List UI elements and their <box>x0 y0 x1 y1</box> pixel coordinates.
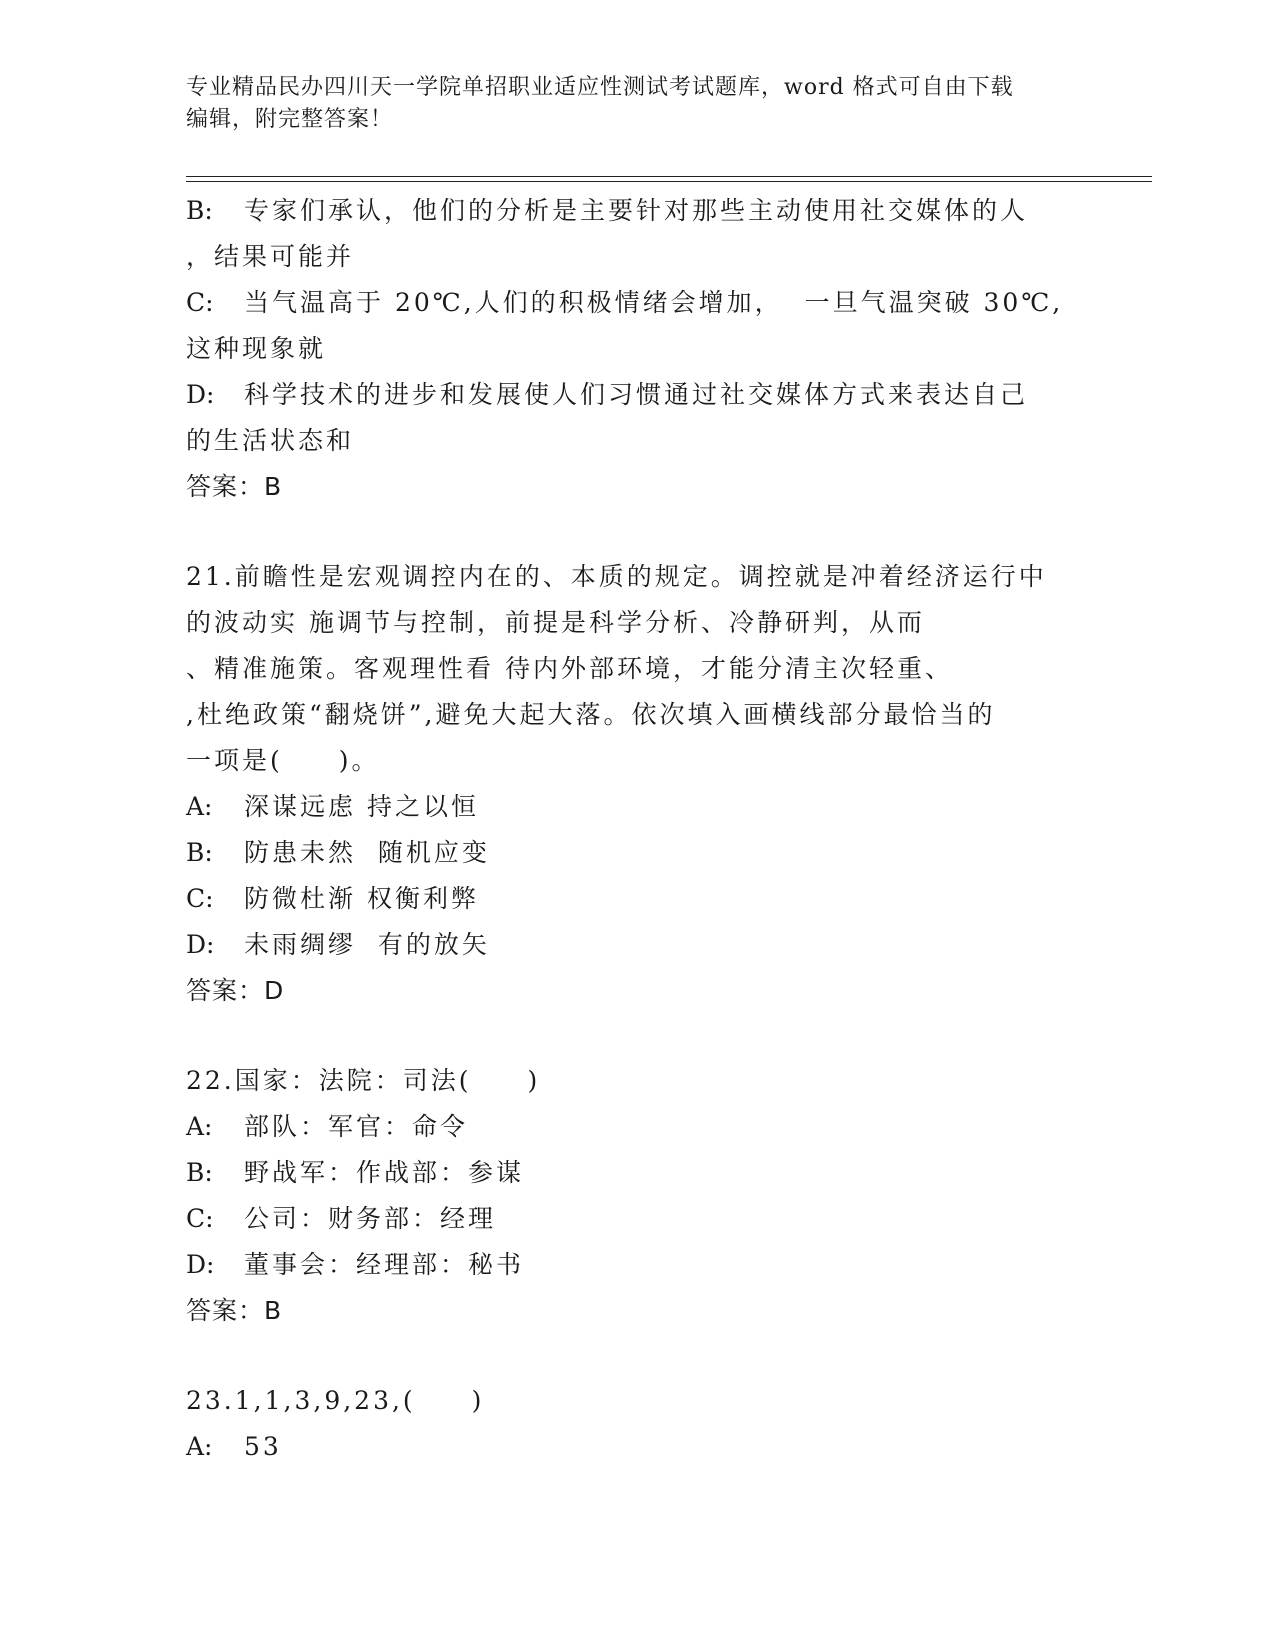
answer-label: 答案：D <box>186 976 285 1005</box>
option-label: A: <box>186 1112 213 1141</box>
question-22-block <box>186 1058 1086 1334</box>
option-text: 部队：军官：命令 <box>244 1112 469 1141</box>
option-label: B: <box>186 1158 213 1187</box>
answer-label: 答案：B <box>186 1296 283 1325</box>
option-b <box>186 188 1086 234</box>
option-label: C: <box>186 884 214 913</box>
option-a <box>186 784 1086 830</box>
question-20-block <box>186 188 1086 510</box>
option-text: 深谋远虑 持之以恒 <box>244 792 479 821</box>
spacer <box>186 1334 1086 1378</box>
option-label: C: <box>186 1204 214 1233</box>
question-23-block <box>186 1378 1086 1470</box>
option-a <box>186 1424 1086 1470</box>
option-c <box>186 876 1086 922</box>
option-text: 53 <box>244 1432 282 1461</box>
question-21-block <box>186 554 1086 1014</box>
option-d <box>186 922 1086 968</box>
option-d <box>186 1242 1086 1288</box>
option-label: B: <box>186 838 213 867</box>
question-stem-line: ,杜绝政策“翻烧饼”,避免大起大落。依次填入画横线部分最恰当的 <box>186 700 996 729</box>
option-a <box>186 1104 1086 1150</box>
option-text: 防微杜渐 权衡利弊 <box>244 884 479 913</box>
option-text: 防患未然 随机应变 <box>244 838 490 867</box>
option-label: A: <box>186 1432 213 1461</box>
option-text: 公司：财务部：经理 <box>244 1204 497 1233</box>
header-divider-top <box>186 176 1152 177</box>
option-text: 当气温高于 20℃,人们的积极情绪会增加， 一旦气温突破 30℃, <box>244 288 1064 317</box>
option-c <box>186 1196 1086 1242</box>
option-label: D: <box>186 1250 215 1279</box>
header-line-2: 编辑，附完整答案！ <box>186 107 394 132</box>
option-continuation: 这种现象就 <box>186 334 327 363</box>
spacer <box>186 510 1086 554</box>
option-text: 董事会：经理部：秘书 <box>244 1250 525 1279</box>
question-stem-line: 一项是( )。 <box>186 746 380 775</box>
option-label: D: <box>186 930 215 959</box>
question-content <box>186 188 1086 1470</box>
question-stem: 23.1,1,3,9,23,( ) <box>186 1386 485 1415</box>
question-stem-line: 的波动实 施调节与控制，前提是科学分析、冷静研判，从而 <box>186 608 925 637</box>
page-header <box>186 72 1086 136</box>
question-stem-line: 、精准施策。客观理性看 待内外部环境，才能分清主次轻重、 <box>186 654 953 683</box>
option-label: D: <box>186 380 215 409</box>
option-text: 野战军：作战部：参谋 <box>244 1158 525 1187</box>
header-line-1: 专业精品民办四川天一学院单招职业适应性测试考试题库，word 格式可自由下载 <box>186 75 1014 100</box>
option-b <box>186 830 1086 876</box>
option-c <box>186 280 1086 326</box>
option-text: 科学技术的进步和发展使人们习惯通过社交媒体方式来表达自己 <box>244 380 1029 409</box>
header-divider-bottom <box>186 181 1152 182</box>
option-label: B: <box>186 196 213 225</box>
option-text: 专家们承认，他们的分析是主要针对那些主动使用社交媒体的人 <box>244 196 1029 225</box>
option-b <box>186 1150 1086 1196</box>
option-text: 未雨绸缪 有的放矢 <box>244 930 490 959</box>
option-continuation: 的生活状态和 <box>186 426 355 455</box>
spacer <box>186 1014 1086 1058</box>
option-label: C: <box>186 288 214 317</box>
question-stem-line: 21.前瞻性是宏观调控内在的、本质的规定。调控就是冲着经济运行中 <box>186 562 1047 591</box>
option-continuation: ，结果可能并 <box>186 242 355 271</box>
option-label: A: <box>186 792 213 821</box>
answer-label: 答案：B <box>186 472 283 501</box>
option-d <box>186 372 1086 418</box>
question-stem: 22.国家：法院：司法( ) <box>186 1066 541 1095</box>
